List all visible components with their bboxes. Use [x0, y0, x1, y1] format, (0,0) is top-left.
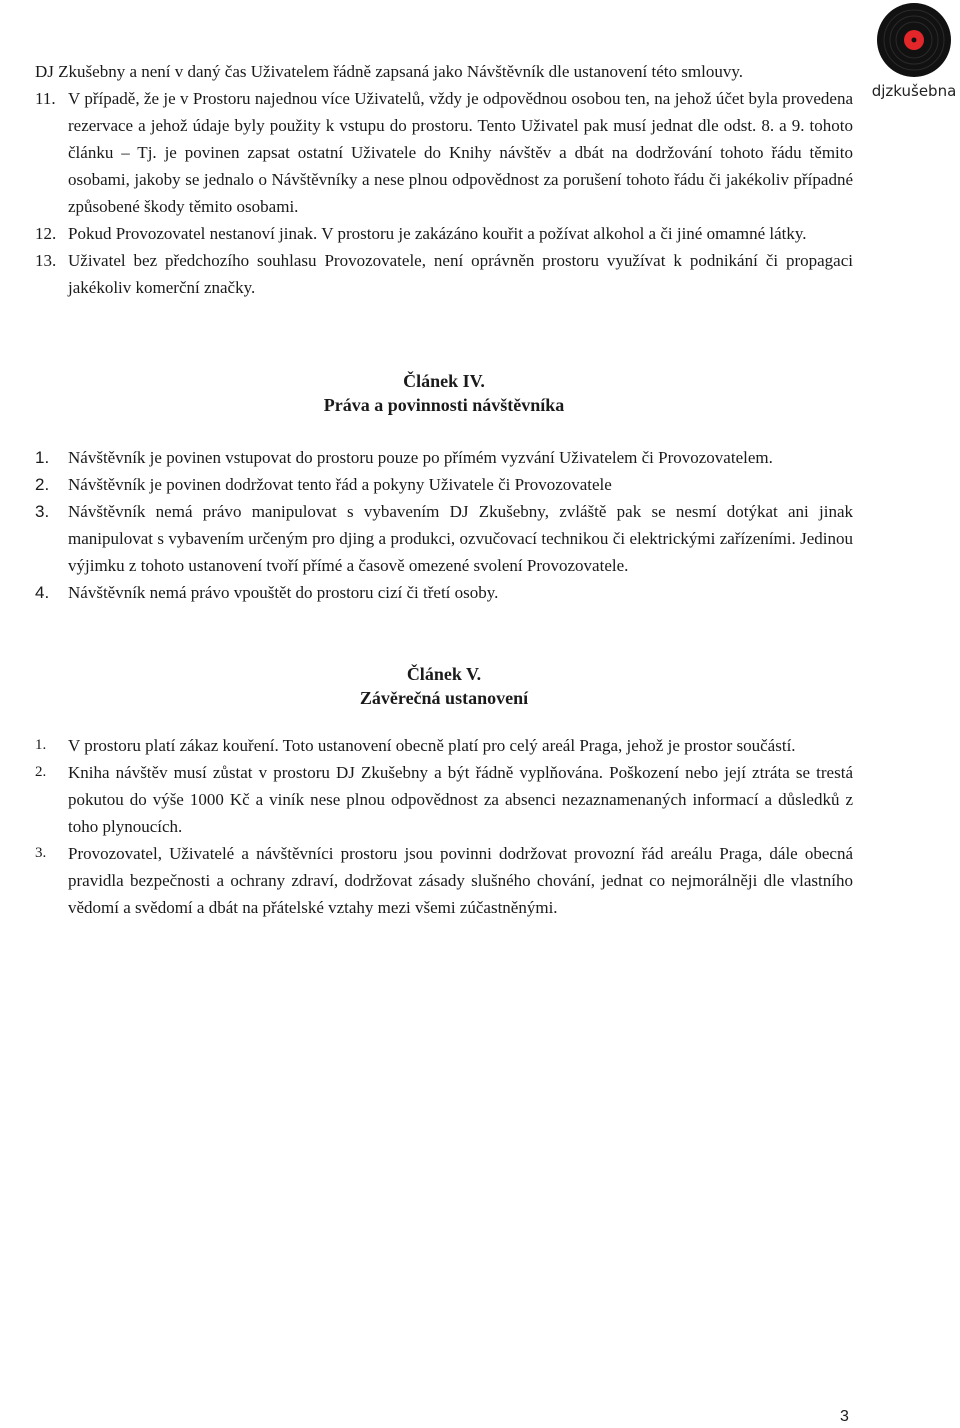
- article4-heading: Článek IV.: [403, 371, 485, 391]
- item-number: 12.: [35, 224, 57, 243]
- item-text: Návštěvník je povinen dodržovat tento řád a pokyny Uživatele či Provozovatele: [68, 475, 612, 494]
- vinyl-record-icon: [876, 2, 952, 78]
- list-item: [35, 85, 853, 220]
- article5-subheading: Závěrečná ustanovení: [359, 688, 529, 708]
- list-item: [35, 759, 853, 840]
- item-text: Provozovatel, Uživatelé a návštěvníci prostoru jsou povinni dodržovat provozní řád areálu Praga, dále obecná pravidla bezpečnosti a ochrany zdraví, dodržovat zásady slušného chování, jednat co nejmorálněji dle vlastního vědomí a svědomí a dbát na přátelské vztahy mezi všemi zúčastněnými.: [68, 844, 853, 917]
- article4-subheading: Práva a povinnosti návštěvníka: [323, 395, 565, 415]
- item-number: 1.: [35, 737, 47, 753]
- item-text: V prostoru platí zákaz kouření. Toto ustanovení obecně platí pro celý areál Praga, jehož je prostor součástí.: [68, 736, 796, 755]
- company-logo: [868, 2, 960, 102]
- list-item: [35, 220, 853, 247]
- item-text: Návštěvník nemá právo vpouštět do prostoru cizí či třetí osoby.: [68, 583, 499, 602]
- article5-heading: Článek V.: [406, 664, 482, 684]
- item-number: 4.: [35, 583, 50, 602]
- item-number: 2.: [35, 764, 47, 780]
- item-text: Uživatel bez předchozího souhlasu Provozovatele, není oprávněn prostoru využívat k podnikání či propagaci jakékoliv komerční značky.: [68, 251, 853, 297]
- item-number: 13.: [35, 251, 57, 270]
- item-text-part: je povinen zapsat ostatní Uživatele do Knihy návštěv a dbát na dodržování tohoto řádu těmito osobami, jakoby se jednalo o Návštěvníky a nese plnou odpovědnost za porušení tohoto řádu či jakékoliv případné způsobené škody těmito osobami.: [68, 143, 853, 216]
- item-text-part: V případě, že je v Prostoru najednou více Uživatelů, vždy je odpovědnou osobou ten, na jehož účet byla provedena rezervace a jehož údaje byly použity k vstupu do prostoru. Tento Uživatel pak musí jednat dle odst. 8. a 9. tohoto článku – Tj.: [68, 89, 853, 162]
- item-text: [68, 85, 853, 220]
- list-item: [35, 732, 853, 759]
- item-number: 2.: [35, 475, 50, 494]
- item-number: 1.: [35, 448, 50, 467]
- intro-paragraph: DJ Zkušebny a není v daný čas Uživatelem řádně zapsaná jako Návštěvník dle ustanovení této smlouvy.: [35, 62, 743, 81]
- item-text: Návštěvník nemá právo manipulovat s vybavením DJ Zkušebny, zvláště pak se nesmí dotýkat ani jinak manipulovat s vybavením určeným pro djing a produkci, ozvučovací technikou či elektrickými zařízeními. Jedinou výjimku z tohoto ustanovení tvoří přímé a časově omezené svolení Provozovatele.: [68, 502, 853, 575]
- article4-list: [35, 444, 853, 606]
- list-item: [35, 471, 853, 498]
- document-body: [35, 58, 853, 921]
- item-text: Návštěvník je povinen vstupovat do prostoru pouze po přímém vyzvání Uživatelem či Provozovatelem.: [68, 448, 773, 467]
- item-number: 11.: [35, 89, 56, 108]
- item-text: Kniha návštěv musí zůstat v prostoru DJ Zkušebny a být řádně vyplňována. Poškození nebo její ztráta se trestá pokutou do výše 1000 Kč a viník nese plnou odpovědnost za absenci nezaznamenaných informací a důsledků z toho plynoucích.: [68, 763, 853, 836]
- logo-text: djzkušebna: [871, 82, 957, 100]
- item-text: Pokud Provozovatel nestanoví jinak. V prostoru je zakázáno kouřit a požívat alkohol a či jiné omamné látky.: [68, 224, 807, 243]
- list-item: [35, 498, 853, 579]
- list-item: [35, 444, 853, 471]
- list-item: [35, 579, 853, 606]
- list-item: [35, 840, 853, 921]
- article5-list: [35, 732, 853, 921]
- article3-continued-list: [35, 85, 853, 301]
- page-number: 3: [840, 1408, 849, 1425]
- item-number: 3.: [35, 502, 50, 521]
- list-item: [35, 247, 853, 301]
- item-number: 3.: [35, 845, 47, 861]
